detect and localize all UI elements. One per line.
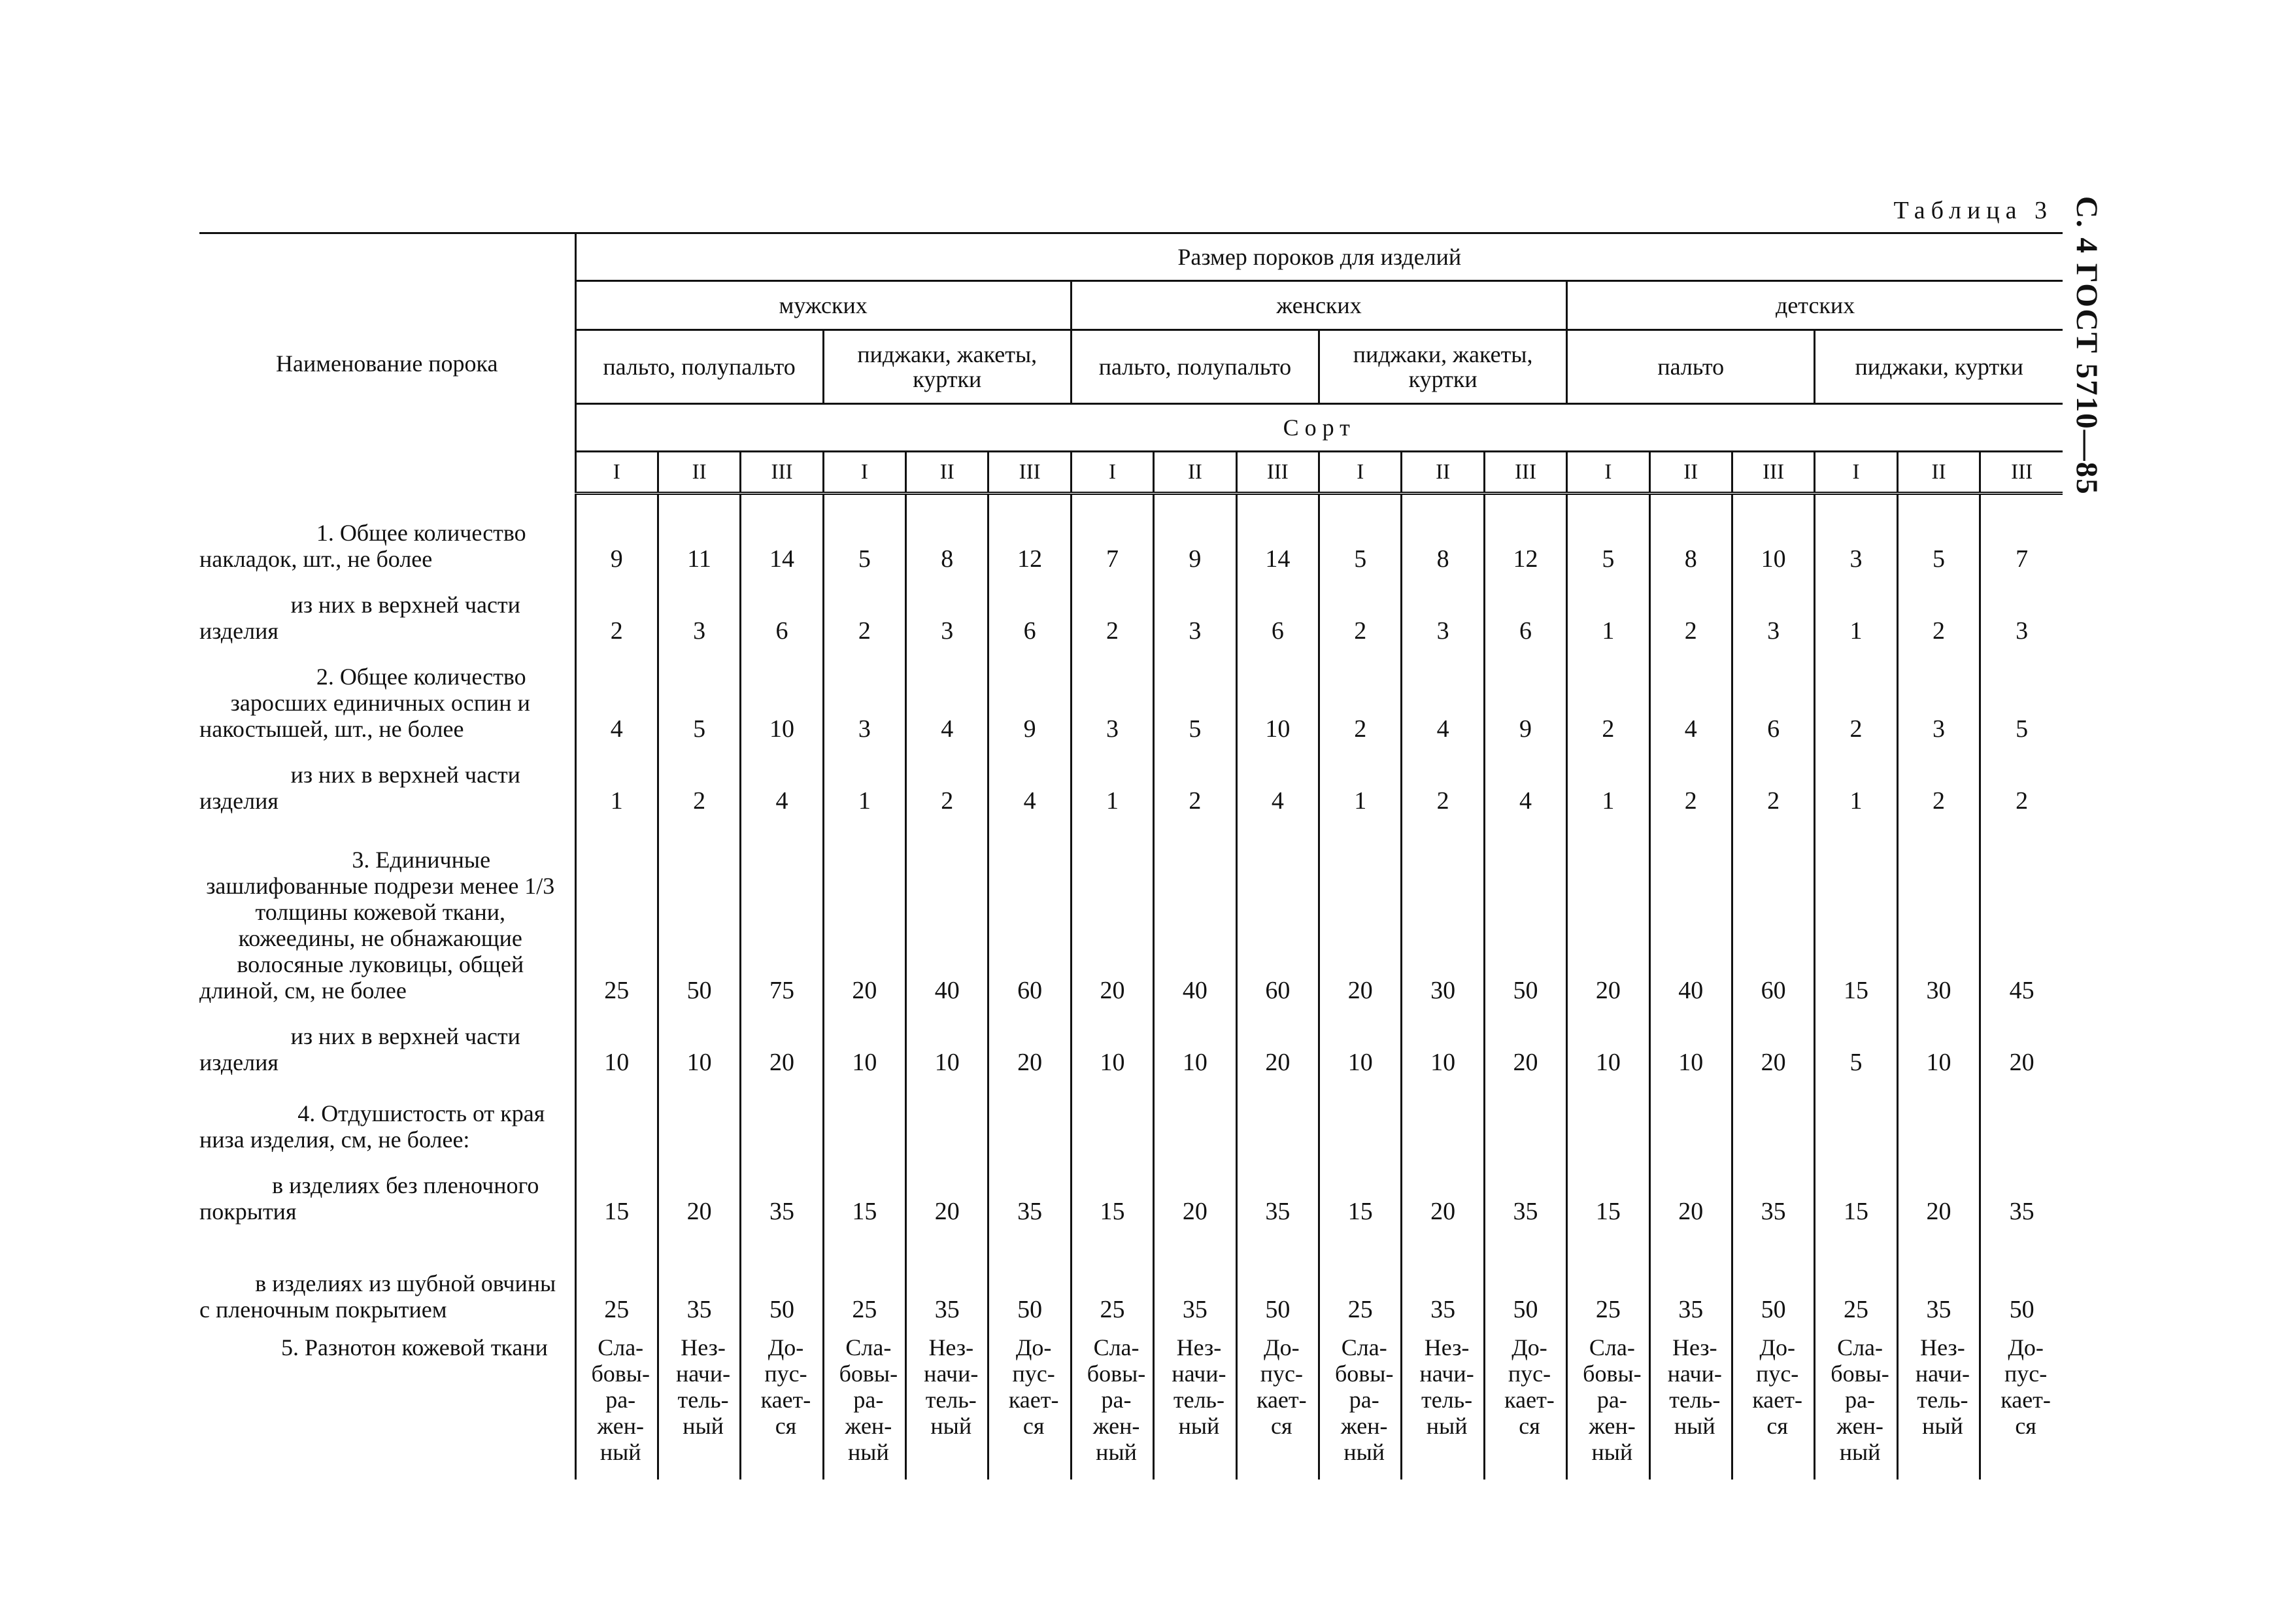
table-cell: 2: [823, 572, 905, 644]
table-cell: 25: [823, 1225, 905, 1323]
table-cell: [1402, 1075, 1484, 1153]
table-cell: 10: [1154, 1004, 1236, 1075]
table-cell: До- пус- кает- ся: [988, 1323, 1071, 1480]
table-cell: Сла- бовы- ра- жен- ный: [1319, 1323, 1402, 1480]
table-cell: 2: [575, 572, 658, 644]
defect-name: из них в верхней части изделия: [199, 742, 575, 814]
table-cell: 8: [906, 494, 988, 572]
table-cell: До- пус- кает- ся: [2001, 1334, 2051, 1439]
table-cell: 20: [1402, 1153, 1484, 1225]
table-cell: 15: [1071, 1153, 1153, 1225]
table-cell: 10: [823, 1004, 905, 1075]
table-cell: 20: [741, 1004, 823, 1075]
table-cell: 2: [1897, 742, 1980, 814]
table-cell: 35: [2009, 1197, 2034, 1225]
table-cell: [658, 1075, 740, 1153]
table-cell: 10: [658, 1004, 740, 1075]
table-cell: 6: [1484, 572, 1566, 644]
table-cell: [1071, 1075, 1153, 1153]
table-cell: [741, 1075, 823, 1153]
defect-name: 1. Общее количество накладок, шт., не более: [199, 494, 575, 572]
table-cell: 35: [1402, 1225, 1484, 1323]
table-cell: 1: [1815, 742, 1897, 814]
table-cell: 40: [1154, 814, 1236, 1004]
table-cell: 50: [1484, 814, 1566, 1004]
table-cell: До- пус- кает- ся: [1484, 1323, 1566, 1480]
table-cell: 15: [1567, 1153, 1649, 1225]
table-cell: 60: [1236, 814, 1319, 1004]
defect-name: 4. Отдушистость от края низа изделия, см, не более:: [199, 1075, 575, 1153]
table-cell: 40: [1649, 814, 1732, 1004]
table-cell: 25: [1815, 1225, 1897, 1323]
table-row: [199, 572, 2063, 644]
table-cell: 1: [823, 742, 905, 814]
header-children: детских: [1567, 281, 2063, 330]
table-cell: 10: [1897, 1004, 1980, 1075]
table-cell: 35: [1897, 1225, 1980, 1323]
table-cell: Сла- бовы- ра- жен- ный: [1071, 1323, 1153, 1480]
header-type: пиджаки, куртки: [1815, 330, 2063, 404]
header-main: Размер пороков для изделий: [575, 233, 2063, 281]
table-cell: 7: [2016, 545, 2029, 573]
header-grade: III: [988, 452, 1071, 494]
table-cell: [1732, 1075, 1814, 1153]
table-cell: 12: [988, 494, 1071, 572]
header-type: пальто, полупальто: [575, 330, 823, 404]
table-cell: 40: [906, 814, 988, 1004]
table-cell: 3: [1732, 572, 1814, 644]
table-cell: 35: [658, 1225, 740, 1323]
table-cell: 4: [1649, 644, 1732, 742]
table-row: [199, 1323, 2063, 1480]
table-cell: Сла- бовы- ра- жен- ный: [823, 1323, 905, 1480]
defect-name: в изделиях без пленочного покрытия: [199, 1153, 575, 1225]
table-cell: 6: [988, 572, 1071, 644]
table-cell: 1: [1319, 742, 1402, 814]
table-cell: 2: [906, 742, 988, 814]
table-cell: 15: [1815, 814, 1897, 1004]
table-cell: 10: [1236, 644, 1319, 742]
table-cell: 10: [1319, 1004, 1402, 1075]
table-cell: 25: [1319, 1225, 1402, 1323]
header-sort: Сорт: [575, 404, 2063, 452]
table-cell: 8: [1402, 494, 1484, 572]
table-cell: 2: [1071, 572, 1153, 644]
table-cell: 3: [1071, 644, 1153, 742]
table-cell: 50: [1236, 1225, 1319, 1323]
table-cell: 20: [1319, 814, 1402, 1004]
table-cell: 35: [1154, 1225, 1236, 1323]
table-caption: Таблица 3: [1893, 197, 2053, 224]
table-cell: 20: [658, 1153, 740, 1225]
table-cell: 10: [1567, 1004, 1649, 1075]
table-cell: 25: [1071, 1225, 1153, 1323]
table-cell: 50: [1484, 1225, 1566, 1323]
table-cell: 5: [2016, 715, 2029, 743]
table-cell: 5: [1897, 494, 1980, 572]
header-grade: I: [1567, 452, 1649, 494]
table-cell: 3: [823, 644, 905, 742]
defect-name: в изделиях из шубной овчины с пленочным покрытием: [199, 1225, 575, 1323]
table-cell: 3: [1402, 572, 1484, 644]
table-cell: 35: [741, 1153, 823, 1225]
table-cell: 10: [1402, 1004, 1484, 1075]
header-grade: I: [823, 452, 905, 494]
table-cell: 35: [1649, 1225, 1732, 1323]
defect-name: 5. Разнотон кожевой ткани: [199, 1323, 575, 1480]
table-cell: 15: [1815, 1153, 1897, 1225]
table-cell: До- пус- кает- ся: [1236, 1323, 1319, 1480]
table-cell: [1319, 1075, 1402, 1153]
header-type: пальто: [1567, 330, 1815, 404]
defect-name: 3. Единичные зашлифованные подрези менее 1/3 толщины кожевой ткани, кожеедины, не обнажающие волосяные луковицы, общей длиной, см, не более: [199, 814, 575, 1004]
table-cell: 4: [741, 742, 823, 814]
header-grade: III: [1236, 452, 1319, 494]
table-cell: 2: [1815, 644, 1897, 742]
table-cell: 9: [988, 644, 1071, 742]
table-cell: 30: [1897, 814, 1980, 1004]
defect-name: 2. Общее количество заросших единичных оспин и накостышей, шт., не более: [199, 644, 575, 742]
defect-name: из них в верхней части изделия: [199, 1004, 575, 1075]
table-cell: 25: [1567, 1225, 1649, 1323]
table-cell: 50: [658, 814, 740, 1004]
table-cell: 4: [988, 742, 1071, 814]
table-cell: Сла- бовы- ра- жен- ный: [1567, 1323, 1649, 1480]
table-cell: 6: [1732, 644, 1814, 742]
table-cell: Нез- начи- тель- ный: [1154, 1323, 1236, 1480]
table-cell: 14: [741, 494, 823, 572]
table-cell: 9: [1154, 494, 1236, 572]
table-row: [199, 1004, 2063, 1075]
table-cell: 5: [1567, 494, 1649, 572]
table-cell: 4: [906, 644, 988, 742]
table-cell: 2: [1897, 572, 1980, 644]
table-cell: 1: [1071, 742, 1153, 814]
table-cell: 60: [1732, 814, 1814, 1004]
table-cell: 1: [575, 742, 658, 814]
header-grade: II: [1154, 452, 1236, 494]
table-row: [199, 742, 2063, 814]
table-cell: 20: [1154, 1153, 1236, 1225]
table-cell: 5: [1319, 494, 1402, 572]
table-cell: 3: [1897, 644, 1980, 742]
table-cell: 10: [1649, 1004, 1732, 1075]
header-men: мужских: [575, 281, 1071, 330]
page-header-vertical: С. 4 ГОСТ 5710—85: [2070, 196, 2104, 496]
table-cell: 10: [575, 1004, 658, 1075]
table-cell: 25: [575, 1225, 658, 1323]
table-cell: Нез- начи- тель- ный: [1402, 1323, 1484, 1480]
table-cell: 10: [906, 1004, 988, 1075]
table-cell: 6: [1236, 572, 1319, 644]
table-cell: 4: [575, 644, 658, 742]
table-cell: 50: [988, 1225, 1071, 1323]
table-cell: [823, 1075, 905, 1153]
table-cell: 2: [1567, 644, 1649, 742]
table-cell: 20: [1484, 1004, 1566, 1075]
table-cell: 20: [1732, 1004, 1814, 1075]
table-cell: 4: [1484, 742, 1566, 814]
table-cell: 45: [2009, 976, 2034, 1004]
table-cell: [1980, 1075, 2063, 1153]
table-cell: 35: [1484, 1153, 1566, 1225]
table-cell: 15: [823, 1153, 905, 1225]
table-cell: 35: [906, 1225, 988, 1323]
table-cell: До- пус- кает- ся: [741, 1323, 823, 1480]
table-cell: 20: [988, 1004, 1071, 1075]
table-cell: 5: [1154, 644, 1236, 742]
table-cell: 2: [2016, 787, 2029, 815]
table-cell: 6: [741, 572, 823, 644]
table-row: [199, 644, 2063, 742]
table-cell: 20: [2009, 1048, 2034, 1076]
table-cell: 4: [1236, 742, 1319, 814]
table-cell: 15: [1319, 1153, 1402, 1225]
table-cell: [1484, 1075, 1566, 1153]
table-cell: До- пус- кает- ся: [1732, 1323, 1814, 1480]
header-women: женских: [1071, 281, 1566, 330]
table-cell: 5: [1815, 1004, 1897, 1075]
table-cell: 2: [1319, 644, 1402, 742]
table-cell: [1649, 1075, 1732, 1153]
table-row: [199, 1225, 2063, 1323]
table-cell: 35: [988, 1153, 1071, 1225]
table-cell: Сла- бовы- ра- жен- ный: [575, 1323, 658, 1480]
table-cell: 60: [988, 814, 1071, 1004]
table-cell: 2: [658, 742, 740, 814]
table-cell: 20: [1236, 1004, 1319, 1075]
table-cell: 20: [1071, 814, 1153, 1004]
table-cell: 2: [1154, 742, 1236, 814]
table-row: [199, 1153, 2063, 1225]
table-cell: 50: [741, 1225, 823, 1323]
table-cell: [1154, 1075, 1236, 1153]
table-cell: 20: [1897, 1153, 1980, 1225]
table-cell: 12: [1484, 494, 1566, 572]
table-cell: 2: [1649, 742, 1732, 814]
table-cell: 3: [1815, 494, 1897, 572]
header-grade: I: [1319, 452, 1402, 494]
table-cell: 3: [658, 572, 740, 644]
table-cell: Сла- бовы- ра- жен- ный: [1815, 1323, 1897, 1480]
table-cell: 4: [1402, 644, 1484, 742]
table-cell: 20: [906, 1153, 988, 1225]
table-cell: 20: [1649, 1153, 1732, 1225]
header-type: пиджаки, жакеты, куртки: [823, 330, 1071, 404]
header-grade: II: [906, 452, 988, 494]
header-grade: III: [1980, 452, 2063, 494]
header-grade: I: [1071, 452, 1153, 494]
table-cell: 1: [1567, 742, 1649, 814]
table-cell: [1567, 1075, 1649, 1153]
table-cell: [988, 1075, 1071, 1153]
table-cell: Нез- начи- тель- ный: [658, 1323, 740, 1480]
table-cell: 35: [1236, 1153, 1319, 1225]
table-cell: [1897, 1075, 1980, 1153]
table-cell: 20: [1567, 814, 1649, 1004]
table-cell: 9: [1484, 644, 1566, 742]
table-cell: 10: [1732, 494, 1814, 572]
table-cell: Нез- начи- тель- ный: [906, 1323, 988, 1480]
table-cell: Нез- начи- тель- ный: [1897, 1323, 1980, 1480]
table-cell: Нез- начи- тель- ный: [1649, 1323, 1732, 1480]
table-cell: 5: [658, 644, 740, 742]
table-cell: [1815, 1075, 1897, 1153]
header-grade: II: [1897, 452, 1980, 494]
table-cell: 10: [741, 644, 823, 742]
table-cell: 8: [1649, 494, 1732, 572]
defects-table: [199, 232, 2063, 1480]
table-cell: 20: [823, 814, 905, 1004]
table-cell: 50: [2009, 1295, 2034, 1323]
table-cell: 1: [1567, 572, 1649, 644]
table-cell: 7: [1071, 494, 1153, 572]
header-grade: I: [1815, 452, 1897, 494]
table-cell: 3: [1154, 572, 1236, 644]
table-cell: 1: [1815, 572, 1897, 644]
table-cell: 11: [658, 494, 740, 572]
header-grade: II: [658, 452, 740, 494]
header-type: пиджаки, жакеты, куртки: [1319, 330, 1567, 404]
header-grade: I: [575, 452, 658, 494]
table-row: [199, 494, 2063, 572]
header-grade: III: [1732, 452, 1814, 494]
table-cell: 5: [823, 494, 905, 572]
table-cell: 35: [1732, 1153, 1814, 1225]
header-name-col: Наименование порока: [199, 233, 575, 494]
table-cell: 50: [1732, 1225, 1814, 1323]
table-cell: 2: [1732, 742, 1814, 814]
table-cell: 10: [1071, 1004, 1153, 1075]
table-cell: 3: [906, 572, 988, 644]
defect-name: из них в верхней части изделия: [199, 572, 575, 644]
header-grade: II: [1649, 452, 1732, 494]
table-cell: [906, 1075, 988, 1153]
table-cell: 14: [1236, 494, 1319, 572]
table-cell: [1236, 1075, 1319, 1153]
table-cell: 75: [741, 814, 823, 1004]
table-cell: 15: [575, 1153, 658, 1225]
table-cell: 2: [1319, 572, 1402, 644]
table-cell: 2: [1402, 742, 1484, 814]
table-cell: 25: [575, 814, 658, 1004]
table-row: [199, 814, 2063, 1004]
header-grade: III: [741, 452, 823, 494]
table-cell: [575, 1075, 658, 1153]
table-cell: 2: [1649, 572, 1732, 644]
table-cell: 9: [575, 494, 658, 572]
table-cell: 3: [2016, 617, 2029, 645]
table-row: [199, 1075, 2063, 1153]
header-grade: II: [1402, 452, 1484, 494]
header-grade: III: [1484, 452, 1566, 494]
table-cell: 30: [1402, 814, 1484, 1004]
header-type: пальто, полупальто: [1071, 330, 1319, 404]
